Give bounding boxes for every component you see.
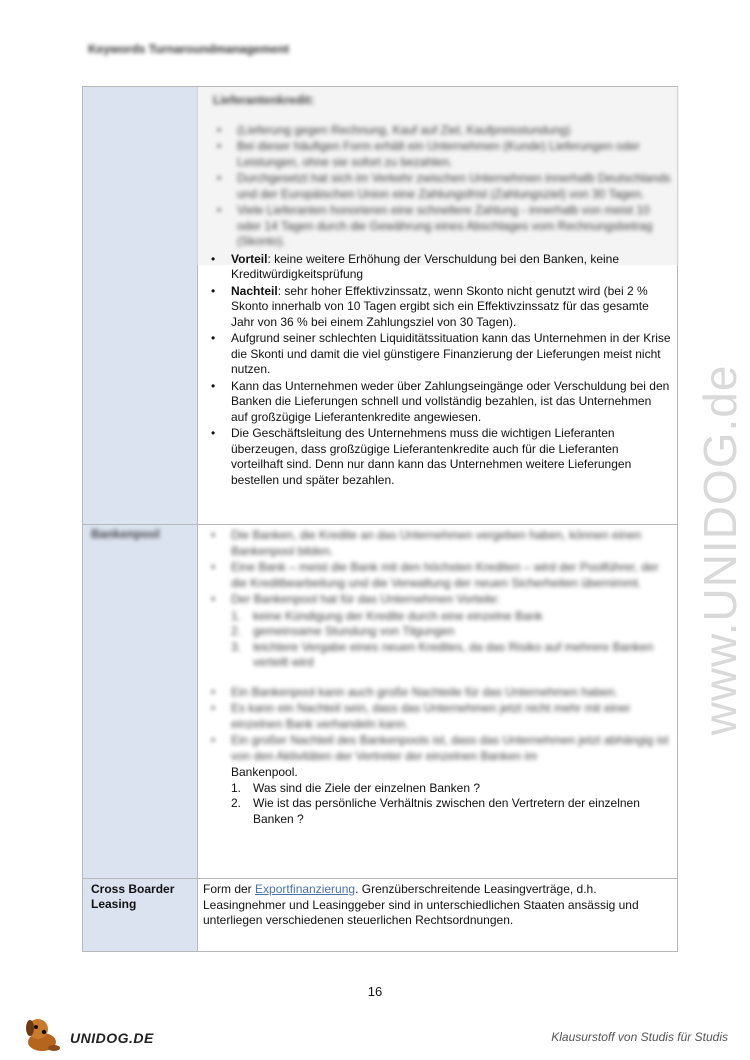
watermark: www.UNIDOG.de — [694, 364, 746, 736]
list-item: • Viele Lieferanten honorieren eine schnellere Zahlung - innerhalb von meist 10 oder 14 Tagen durch die Gewährung eines Abschlages vom Rechnungsbetrag (Skonto). — [213, 203, 671, 250]
bankenpool-vorteile-list — [231, 609, 671, 671]
nachteil-text: : sehr hoher Effektivzinssatz, wenn Skonto nicht genutzt wird (bei 2 % Skonto innerhalb von 10 Tagen ergibt sich ein Effektivzinssatz für das gesamte Jahr von 36 % bei einem Zahlungsziel von 30 Tagen). — [231, 283, 649, 329]
lieferantenkredit-heading: Lieferantenkredit: — [213, 93, 315, 107]
dog-icon — [22, 1014, 66, 1054]
exportfinanzierung-link[interactable]: Exportfinanzierung — [255, 882, 356, 896]
page-header-title: Keywords Turnaroundmanagement — [88, 42, 290, 56]
list-item: • Durchgesetzt hat sich im Verkehr zwischen Unternehmen innerhalb Deutschlands und der Europäischen Union eine Zahlungsfrist (Zahlungsziel) von 30 Tagen. — [213, 171, 671, 202]
page-number: 16 — [367, 984, 383, 999]
cross-boarder-text-prefix: Form der — [203, 882, 256, 896]
cross-boarder-text-suffix: . Grenzüberschreitende Leasingverträge, d.h. Leasingnehmer und Leasinggeber sind in unterschiedlichen Staaten ansässig und unterliegen verschiedenen steuerlichen Rechtsordnungen. — [203, 882, 639, 927]
label-column — [83, 87, 197, 951]
logo-text: UNIDOG.DE — [70, 1030, 154, 1046]
list-item-vorteil — [207, 252, 671, 283]
vorteil-label: Vorteil — [231, 251, 268, 266]
list-item: • Der Bankenpool hat für das Unternehmen Vorteile: — [207, 592, 671, 608]
bankenpool-questions — [231, 781, 671, 828]
unidog-logo[interactable] — [22, 1014, 172, 1054]
vorteil-text: : keine weitere Erhöhung der Verschuldung bei den Banken, keine Kreditwürdigkeitsprüfung — [231, 251, 620, 281]
bankenpool-cell — [207, 528, 671, 827]
list-item: • Die Geschäftsleitung des Unternehmens muss die wichtigen Lieferanten überzeugen, dass großzügige Lieferantenkredite auch für die Lieferanten vorteilhaft sind. Denn nur dann kann das Unternehmen weitere Lieferungen bestellen und später bezahlen. — [207, 426, 671, 488]
footer-tagline: Klausurstoff von Studis für Studis — [551, 1030, 728, 1044]
list-item-nachteil — [207, 284, 671, 331]
row-divider — [83, 878, 677, 879]
row-divider — [83, 524, 677, 525]
content-table — [82, 86, 678, 952]
list-item: 1. Was sind die Ziele der einzelnen Banken ? — [231, 780, 481, 795]
list-item: • (Lieferung gegen Rechnung, Kauf auf Ziel, Kaufpreisstundung) — [213, 123, 671, 139]
list-item: 2. Wie ist das persönliche Verhältnis zwischen den Vertretern der einzelnen Banken ? — [231, 796, 640, 826]
list-item: • Die Banken, die Kredite an das Unternehmen vergeben haben, können einen Bankenpool bilden. — [207, 528, 671, 559]
list-item: • Es kann ein Nachteil sein, dass das Unternehmen jetzt nicht mehr mit einer einzelnen Bank verhandeln kann. — [207, 701, 671, 732]
list-item: 1. keine Kündigung der Kredite durch eine einzelne Bank — [231, 608, 543, 623]
cross-boarder-label: Cross Boarder Leasing — [91, 882, 175, 911]
list-item: • Aufgrund seiner schlechten Liquiditätssituation kann das Unternehmen in der Krise die Skonti und damit die viel günstigere Finanzierung der Lieferungen meist nicht nutzen. — [207, 331, 671, 378]
nachteil-label: Nachteil — [231, 283, 278, 298]
cross-boarder-cell — [203, 882, 671, 929]
list-item: • Ein Bankenpool kann auch große Nachteile für das Unternehmen haben. — [207, 685, 671, 701]
lieferantenkredit-blurred-list — [213, 123, 671, 250]
bankenpool-blurred-list-2 — [207, 685, 671, 765]
list-item: • Kann das Unternehmen weder über Zahlungseingänge oder Verschuldung bei den Banken die Lieferungen schnell und vollständig bezahlen, ist das Unternehmen auf großzügige Lieferantenkredite angewiesen. — [207, 379, 671, 426]
list-item: 2. gemeinsame Stundung von Tilgungen — [231, 624, 455, 638]
bankenpool-blurred-list-1 — [207, 528, 671, 608]
list-item: • Bei dieser häufigen Form erhält ein Unternehmen (Kunde) Lieferungen oder Leistungen, ohne sie sofort zu bezahlen. — [213, 139, 671, 170]
list-item: 3. leichtere Vergabe eines neuen Kredites, da das Risiko auf mehrere Banken verteilt wird — [231, 639, 654, 669]
lieferantenkredit-list — [207, 252, 671, 489]
list-item: • Eine Bank – meist die Bank mit den höchsten Krediten – wird der Poolführer, der die Kreditbearbeitung und die Verwaltung der neuen Sicherheiten übernimmt. — [207, 560, 671, 591]
bankenpool-label: Bankenpool — [91, 527, 160, 541]
lieferantenkredit-cell — [207, 93, 671, 489]
list-item: • Ein großer Nachteil des Bankenpools ist, dass das Unternehmen jetzt abhängig ist von den Aktivitäten der Vertreter der einzelnen Banken im — [207, 733, 671, 764]
bankenpool-tail: Bankenpool. — [231, 765, 298, 779]
